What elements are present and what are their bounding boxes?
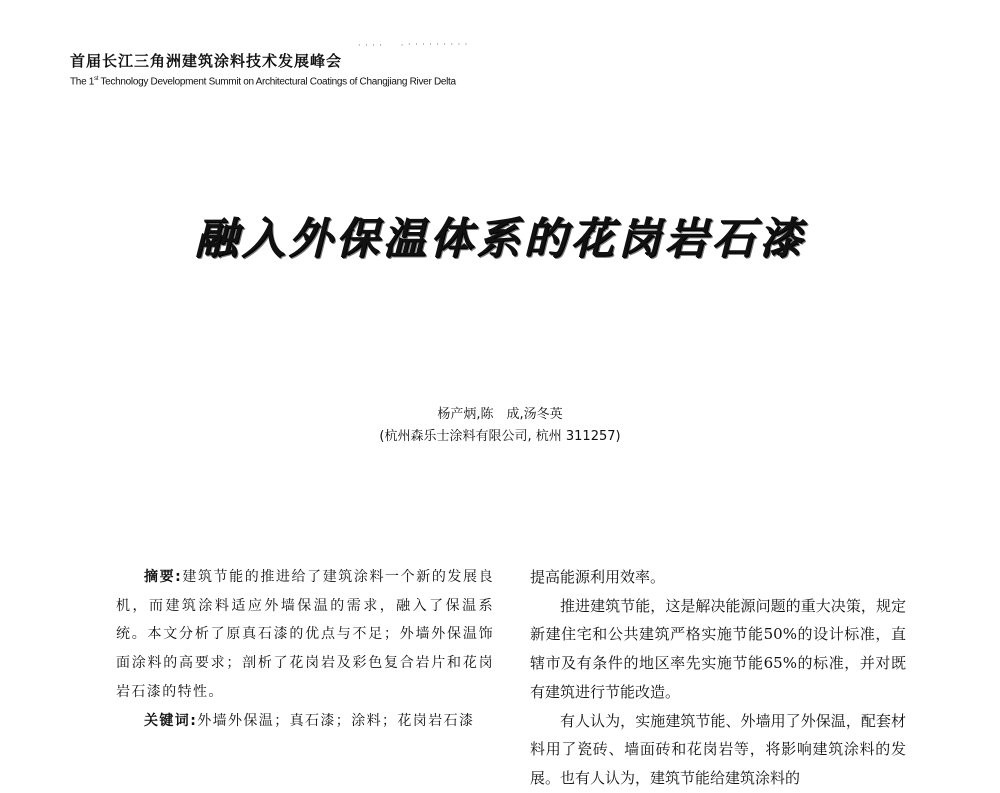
abstract-label: 摘要: xyxy=(144,569,183,585)
keywords-label: 关键词: xyxy=(144,712,198,729)
keywords-text: 外墙外保温；真石漆；涂料；花岗岩石漆 xyxy=(197,712,475,729)
abstract-text: 建筑节能的推进给了建筑涂料一个新的发展良机，而建筑涂料适应外墙保温的需求，融入了保温系统。本文分析了原真石漆的优点与不足；外墙外保温饰面涂料的高要求；剖析了花岗岩及彩色复合岩片和花岗岩石漆的特性。 xyxy=(116,569,494,700)
conference-title-zh: 首届长江三角洲建筑涂料技术发展峰会 xyxy=(70,52,343,70)
abstract-column xyxy=(116,563,494,735)
body-paragraph: 提高能源利用效率。 xyxy=(530,568,666,586)
header-ornament: · · · · · · · · · xyxy=(408,40,469,49)
body-paragraph: 有人认为，实施建筑节能、外墙用了外保温，配套材料用了瓷砖、墙面砖和花岗岩等，将影响建筑涂料的发展。也有人认为，建筑节能给建筑涂料的 xyxy=(530,711,906,787)
body-paragraph: 推进建筑节能，这是解决能源问题的重大决策，规定新建住宅和公共建筑严格实施节能50%的设计标准，直辖市及有条件的地区率先实施节能65%的标准，并对既有建筑进行节能改造。 xyxy=(530,596,906,701)
abstract-paragraph xyxy=(116,563,494,707)
affiliation: (杭州森乐士涂料有限公司, 杭州 311257) xyxy=(379,429,621,444)
keywords-paragraph xyxy=(116,707,494,736)
article-title: 融入外保温体系的花岗岩石漆 xyxy=(194,214,806,264)
header-ornament: · · · · · xyxy=(358,41,405,50)
conference-title-en: The 1st Technology Development Summit on Architectural Coatings of Changjiang River Delta xyxy=(70,76,456,88)
body-column xyxy=(530,563,906,793)
authors: 杨产炳,陈 成,汤冬英 xyxy=(437,407,563,422)
